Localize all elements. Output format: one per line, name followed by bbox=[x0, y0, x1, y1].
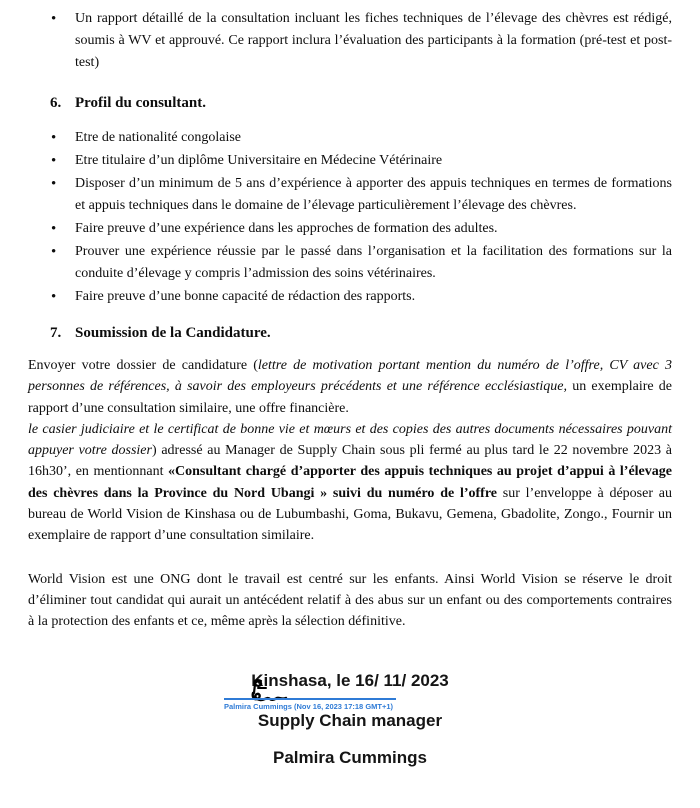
child-protection-paragraph: World Vision est une ONG dont le travail est centré sur les enfants. Ainsi World Vision se réserve le droit d’éliminer tout candidat qui aurait un antécédent relatif à des abus sur un enfant ou des comportements contraires à la protection des enfants et ce, même après la sélection définitive. bbox=[28, 571, 672, 630]
profile-bullet-item: • Etre de nationalité congolaise bbox=[28, 127, 672, 149]
profile-bullet-item: • Prouver une expérience réussie par le passé dans l’organisation et la facilitation des formations sur la conduite d’élevage y compris l’admission des soins vétérinaires. bbox=[28, 241, 672, 285]
signer-name: Palmira Cummings bbox=[273, 747, 427, 767]
profile-bullet-item: • Faire preuve d’une bonne capacité de rédaction des rapports. bbox=[28, 286, 672, 308]
profile-bullet-item: • Etre titulaire d’un diplôme Universitaire en Médecine Vétérinaire bbox=[28, 150, 672, 172]
signature-block bbox=[28, 671, 672, 788]
report-bullet-item: • Un rapport détaillé de la consultation incluant les fiches techniques de l’élevage des chèvres est rédigé, soumis à WV et approuvé. Ce rapport inclura l’évaluation des participants à la formation (pré-test et post-test) bbox=[28, 8, 672, 74]
application-instructions-paragraph: Envoyer votre dossier de candidature (lettre de motivation portant mention du numéro de l’offre, CV avec 3 personnes de références, à savoir des employeurs précédents et une référence ecclésiastique, un exemplaire de rapport d’une consultation similaire, une offre financière. le casier judiciaire et le certificat de bonne vie et mœurs et des copies des autres documents nécessaires pouvant appuyer votre dossier) adressé au Manager de Supply Chain sous pli fermé au plus tard le 22 novembre 2023 à 16h30’, en mentionnant «Consultant chargé d’apporter des appuis techniques au projet d’appui à l’élevage des chèvres dans la Province du Nord Ubangi » suivi du numéro de l’offre sur l’enveloppe à déposer au bureau de World Vision de Kinshasa ou de Lubumbashi, Goma, Bukavu, Gemena, Gbadolite, Zongo., Fournir un exemplaire de rapport d’une consultation similaire. bbox=[28, 358, 673, 544]
section-6-number: 6. bbox=[50, 95, 62, 111]
signature-line bbox=[224, 698, 396, 700]
profile-bullet-item: • Faire preuve d’une expérience dans les approches de formation des adultes. bbox=[28, 218, 672, 240]
section-7-title: Soumission de la Candidature. bbox=[75, 325, 271, 341]
section-6-heading bbox=[28, 92, 672, 115]
section-7-number: 7. bbox=[50, 325, 62, 341]
section-6-title: Profil du consultant. bbox=[75, 95, 206, 111]
esign-stamp-text: Palmira Cummings (Nov 16, 2023 17:18 GMT+1) bbox=[224, 701, 394, 711]
signer-title: Supply Chain manager bbox=[257, 710, 443, 730]
profile-bullet-item: • Disposer d’un minimum de 5 ans d’expérience à apporter des appuis techniques en termes de formations et appuis techniques dans le domaine de l’élevage particulièrement l’élevage des chèvres. bbox=[28, 173, 672, 217]
consultant-profile-list bbox=[28, 127, 672, 308]
handwritten-signature bbox=[247, 678, 289, 704]
section-7-heading bbox=[28, 322, 672, 345]
date-line: Kinshasa, le 16/ 11/ 2023 bbox=[251, 670, 449, 690]
